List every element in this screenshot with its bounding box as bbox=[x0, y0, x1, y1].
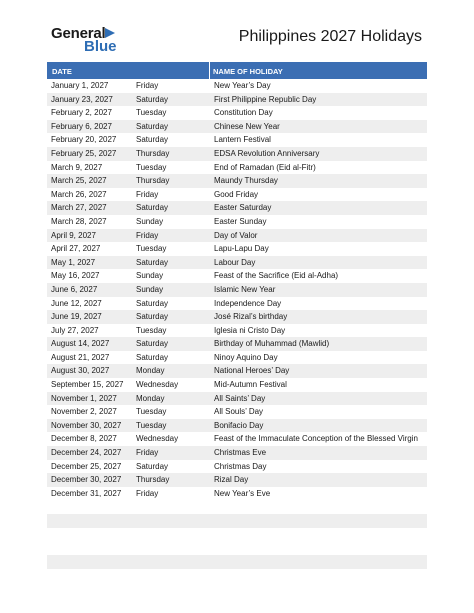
table-body bbox=[47, 79, 427, 500]
table-row bbox=[47, 215, 427, 229]
cell-date: January 1, 2027 bbox=[51, 81, 109, 90]
table-row bbox=[47, 310, 427, 324]
cell-date: February 6, 2027 bbox=[51, 121, 112, 131]
cell-date: March 25, 2027 bbox=[51, 176, 107, 186]
table-row bbox=[47, 120, 427, 134]
table-row bbox=[47, 460, 427, 474]
cell-holiday-name: Lapu-Lapu Day bbox=[214, 244, 269, 254]
cell-date: June 12, 2027 bbox=[51, 298, 102, 308]
cell-date: August 14, 2027 bbox=[51, 339, 110, 349]
cell-day: Saturday bbox=[136, 203, 169, 213]
table-row bbox=[47, 79, 427, 93]
cell-date: April 27, 2027 bbox=[51, 244, 101, 254]
cell-day: Friday bbox=[136, 81, 159, 90]
table-row bbox=[47, 419, 427, 433]
table-row bbox=[47, 188, 427, 202]
table-row bbox=[47, 161, 427, 175]
cell-date: April 9, 2027 bbox=[51, 230, 96, 240]
table-row bbox=[47, 297, 427, 311]
cell-day: Saturday bbox=[136, 298, 169, 308]
cell-day: Sunday bbox=[136, 271, 164, 281]
cell-holiday-name: Independence Day bbox=[214, 298, 282, 308]
cell-day: Saturday bbox=[136, 339, 169, 349]
cell-day: Tuesday bbox=[136, 108, 167, 118]
cell-holiday-name: José Rizal’s birthday bbox=[214, 312, 288, 322]
cell-holiday-name: Constitution Day bbox=[214, 108, 273, 118]
cell-day: Thursday bbox=[136, 176, 170, 186]
cell-holiday-name: Christmas Day bbox=[214, 461, 267, 471]
table-row bbox=[47, 337, 427, 351]
cell-date: August 30, 2027 bbox=[51, 366, 110, 376]
column-header-date: DATE bbox=[52, 67, 72, 76]
holiday-table bbox=[47, 62, 427, 569]
cell-date: March 26, 2027 bbox=[51, 189, 107, 199]
cell-date: August 21, 2027 bbox=[51, 352, 110, 362]
cell-holiday-name: EDSA Revolution Anniversary bbox=[214, 148, 320, 158]
table-row bbox=[47, 201, 427, 215]
cell-holiday-name: First Philippine Republic Day bbox=[214, 94, 317, 104]
cell-date: March 28, 2027 bbox=[51, 216, 107, 226]
cell-day: Sunday bbox=[136, 284, 164, 294]
cell-date: March 27, 2027 bbox=[51, 203, 107, 213]
cell-day: Thursday bbox=[136, 148, 170, 158]
cell-date: September 15, 2027 bbox=[51, 380, 124, 390]
logo-word-blue: Blue bbox=[84, 38, 117, 55]
cell-date: March 9, 2027 bbox=[51, 162, 103, 172]
cell-day: Friday bbox=[136, 189, 159, 199]
cell-holiday-name: Easter Sunday bbox=[214, 216, 267, 226]
cell-holiday-name: National Heroes’ Day bbox=[214, 366, 290, 376]
cell-day: Tuesday bbox=[136, 244, 167, 254]
cell-holiday-name: Maundy Thursday bbox=[214, 176, 278, 186]
cell-holiday-name: End of Ramadan (Eid al-Fitr) bbox=[214, 162, 316, 172]
table-row bbox=[47, 405, 427, 419]
table-row bbox=[47, 256, 427, 270]
cell-date: June 6, 2027 bbox=[51, 284, 98, 294]
cell-day: Sunday bbox=[136, 216, 164, 226]
cell-holiday-name: Ninoy Aquino Day bbox=[214, 352, 278, 362]
cell-day: Saturday bbox=[136, 352, 169, 362]
table-row bbox=[47, 283, 427, 297]
cell-date: November 1, 2027 bbox=[51, 393, 117, 403]
cell-date: December 25, 2027 bbox=[51, 461, 122, 471]
blank-row bbox=[47, 542, 427, 556]
cell-day: Thursday bbox=[136, 475, 170, 485]
cell-day: Saturday bbox=[136, 121, 169, 131]
table-row bbox=[47, 364, 427, 378]
blank-row bbox=[47, 528, 427, 542]
cell-day: Friday bbox=[136, 230, 159, 240]
cell-day: Saturday bbox=[136, 94, 169, 104]
cell-date: July 27, 2027 bbox=[51, 325, 99, 335]
cell-holiday-name: Chinese New Year bbox=[214, 121, 280, 131]
cell-day: Saturday bbox=[136, 461, 169, 471]
table-row bbox=[47, 324, 427, 338]
cell-holiday-name: Lantern Festival bbox=[214, 135, 271, 145]
cell-date: May 1, 2027 bbox=[51, 257, 96, 267]
table-row bbox=[47, 487, 427, 501]
cell-date: November 2, 2027 bbox=[51, 407, 117, 417]
cell-date: December 30, 2027 bbox=[51, 475, 122, 485]
table-row bbox=[47, 133, 427, 147]
cell-day: Friday bbox=[136, 448, 159, 458]
cell-date: February 25, 2027 bbox=[51, 148, 117, 158]
cell-holiday-name: All Souls’ Day bbox=[214, 407, 264, 417]
table-header bbox=[47, 62, 427, 79]
table-row bbox=[47, 351, 427, 365]
cell-holiday-name: Labour Day bbox=[214, 257, 256, 267]
cell-date: December 31, 2027 bbox=[51, 488, 122, 498]
cell-holiday-name: Birthday of Muhammad (Mawlid) bbox=[214, 339, 330, 349]
table-row bbox=[47, 378, 427, 392]
cell-holiday-name: Rizal Day bbox=[214, 475, 249, 485]
table-row bbox=[47, 106, 427, 120]
cell-holiday-name: Iglesia ni Cristo Day bbox=[214, 325, 286, 335]
cell-holiday-name: New Year’s Eve bbox=[214, 488, 271, 498]
logo-flag-icon bbox=[105, 28, 115, 38]
cell-day: Tuesday bbox=[136, 420, 167, 430]
cell-holiday-name: Easter Saturday bbox=[214, 203, 272, 213]
cell-holiday-name: Day of Valor bbox=[214, 230, 258, 240]
header-divider bbox=[209, 62, 210, 79]
table-row bbox=[47, 446, 427, 460]
cell-day: Tuesday bbox=[136, 325, 167, 335]
cell-day: Tuesday bbox=[136, 162, 167, 172]
cell-date: May 16, 2027 bbox=[51, 271, 100, 281]
cell-day: Saturday bbox=[136, 135, 169, 145]
cell-holiday-name: New Year’s Day bbox=[214, 81, 271, 90]
table-row bbox=[47, 229, 427, 243]
blank-row bbox=[47, 514, 427, 528]
cell-holiday-name: Good Friday bbox=[214, 189, 259, 199]
generalblue-logo bbox=[51, 26, 121, 54]
cell-date: June 19, 2027 bbox=[51, 312, 102, 322]
cell-holiday-name: Bonifacio Day bbox=[214, 420, 264, 430]
cell-holiday-name: Feast of the Sacrifice (Eid al-Adha) bbox=[214, 271, 339, 281]
cell-day: Monday bbox=[136, 393, 165, 403]
cell-day: Wednesday bbox=[136, 380, 179, 390]
blank-row bbox=[47, 555, 427, 569]
table-row bbox=[47, 473, 427, 487]
cell-day: Friday bbox=[136, 488, 159, 498]
cell-day: Wednesday bbox=[136, 434, 179, 444]
cell-holiday-name: Mid-Autumn Festival bbox=[214, 380, 287, 390]
table-row bbox=[47, 392, 427, 406]
table-row bbox=[47, 242, 427, 256]
cell-date: January 23, 2027 bbox=[51, 94, 113, 104]
cell-date: November 30, 2027 bbox=[51, 420, 122, 430]
cell-day: Saturday bbox=[136, 312, 169, 322]
cell-holiday-name: Feast of the Immaculate Conception of the Blessed Virgin bbox=[214, 434, 418, 444]
cell-holiday-name: All Saints’ Day bbox=[214, 393, 266, 403]
cell-day: Saturday bbox=[136, 257, 169, 267]
table-row bbox=[47, 174, 427, 188]
cell-holiday-name: Christmas Eve bbox=[214, 448, 267, 458]
table-row bbox=[47, 432, 427, 446]
table-row bbox=[47, 269, 427, 283]
cell-holiday-name: Islamic New Year bbox=[214, 284, 276, 294]
logo-word-general: General bbox=[51, 25, 106, 42]
cell-date: February 2, 2027 bbox=[51, 108, 112, 118]
table-row bbox=[47, 147, 427, 161]
page-title: Philippines 2027 Holidays bbox=[238, 28, 422, 45]
column-header-name: NAME OF HOLIDAY bbox=[213, 67, 283, 76]
table-gap bbox=[47, 500, 427, 514]
table-row bbox=[47, 93, 427, 107]
cell-date: February 20, 2027 bbox=[51, 135, 117, 145]
cell-day: Tuesday bbox=[136, 407, 167, 417]
cell-date: December 24, 2027 bbox=[51, 448, 122, 458]
cell-date: December 8, 2027 bbox=[51, 434, 117, 444]
cell-day: Monday bbox=[136, 366, 165, 376]
